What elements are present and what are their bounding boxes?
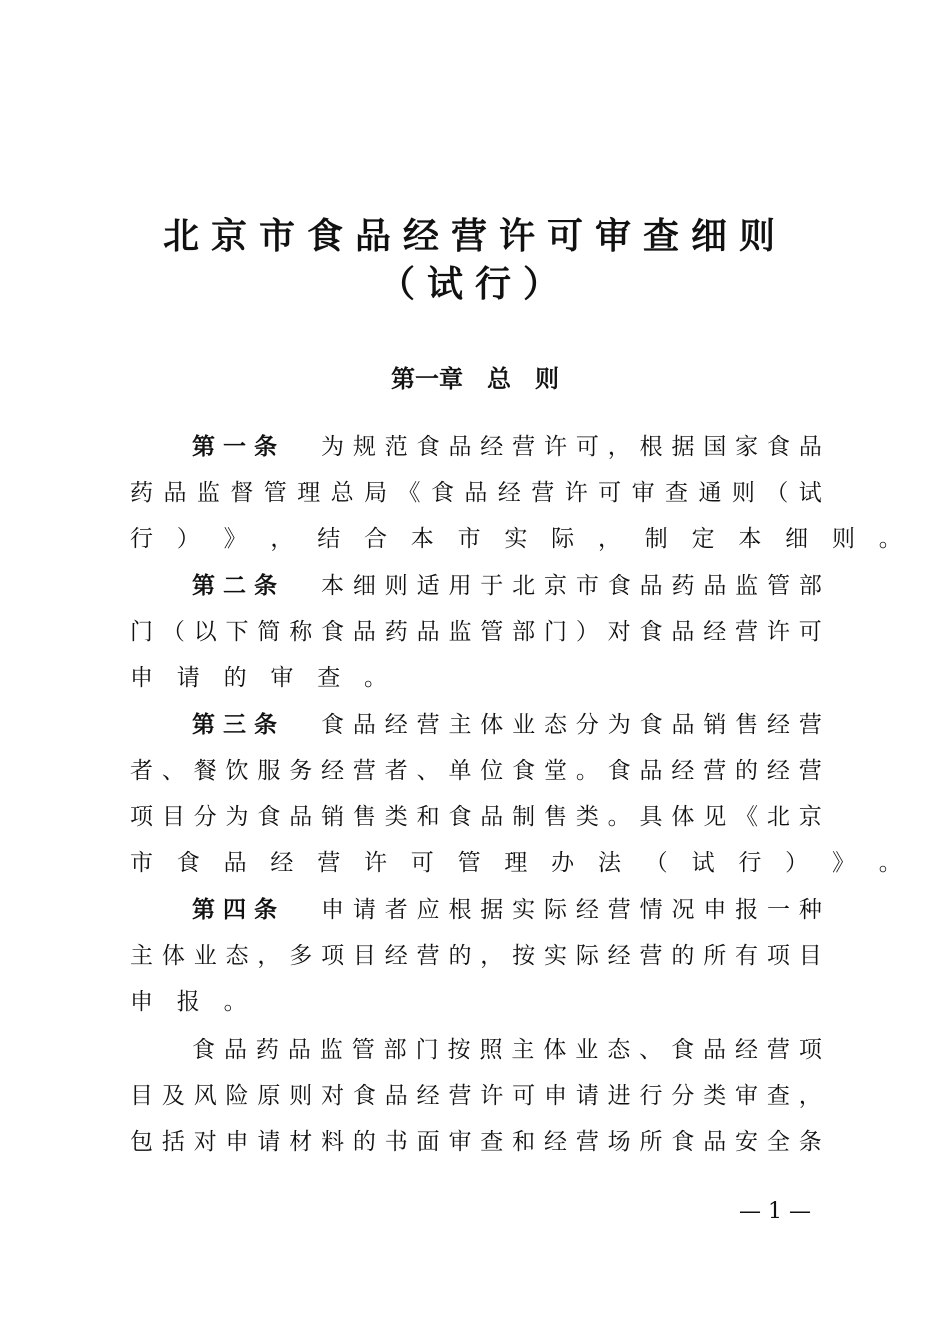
article-4-line-2 (130, 936, 822, 976)
article-text (321, 705, 822, 745)
paragraph-line-3 (130, 1122, 822, 1162)
article-text-content: 申 报 。 (130, 989, 247, 1015)
paragraph-text (192, 1030, 822, 1070)
article-text-content: 本 细 则 适 用 于 北 京 市 食 品 药 品 监 管 部 (321, 573, 822, 599)
paragraph-text-content: 食 品 药 品 监 管 部 门 按 照 主 体 业 态 、 食 品 经 营 项 (192, 1037, 822, 1063)
article-text-content: 者 、 餐 饮 服 务 经 营 者 、 单 位 食 堂 。 食 品 经 营 的 经 营 (130, 758, 822, 784)
article-4-line-1 (130, 890, 822, 930)
document-title: 北京市食品经营许可审查细则 (162, 216, 787, 257)
paragraph-text-content: 目 及 风 险 原 则 对 食 品 经 营 许 可 申 请 进 行 分 类 审 查 ， (130, 1083, 822, 1109)
article-2-line-1 (130, 566, 822, 606)
article-1-line-2 (130, 473, 822, 513)
document-subtitle: （试行） (378, 264, 571, 305)
article-2-line-3 (130, 658, 822, 698)
article-text-content: 行 ） 》 ， 结 合 本 市 实 际 ， 制 定 本 细 则 。 (130, 526, 902, 552)
article-3-line-1 (130, 705, 822, 745)
paragraph-text-content: 包 括 对 申 请 材 料 的 书 面 审 查 和 经 营 场 所 食 品 安 全 条 (130, 1129, 822, 1155)
article-text-content: 食 品 经 营 主 体 业 态 分 为 食 品 销 售 经 营 (321, 712, 822, 738)
article-text-content: 申 请 的 审 查 。 (130, 665, 387, 691)
article-1-line-1 (130, 427, 822, 467)
article-2-line-2 (130, 612, 822, 652)
article-3-line-2 (130, 751, 822, 791)
paragraph-line-1 (130, 1030, 822, 1070)
article-label: 第四条 (192, 897, 285, 923)
article-1-line-3 (130, 519, 902, 559)
article-text (321, 566, 822, 606)
article-text-content: 主 体 业 态 ， 多 项 目 经 营 的 ， 按 实 际 经 营 的 所 有 项 目 (130, 943, 822, 969)
article-3-line-4 (130, 843, 902, 883)
article-text (321, 890, 822, 930)
article-label: 第二条 (192, 573, 285, 599)
article-label: 第一条 (192, 434, 285, 460)
article-text-content: 门 （ 以 下 简 称 食 品 药 品 监 管 部 门 ） 对 食 品 经 营 许 可 (130, 619, 822, 645)
chapter-heading: 第一章 总 则 (391, 365, 559, 393)
article-text-content: 申 请 者 应 根 据 实 际 经 营 情 况 申 报 一 种 (321, 897, 822, 923)
article-3-line-3 (130, 797, 822, 837)
article-label: 第三条 (192, 712, 285, 738)
article-text-content: 药 品 监 督 管 理 总 局 《 食 品 经 营 许 可 审 查 通 则 （ 试 (130, 480, 822, 506)
article-4-line-3 (130, 982, 822, 1022)
paragraph-line-2 (130, 1076, 822, 1116)
article-text (321, 427, 822, 467)
article-text-content: 市 食 品 经 营 许 可 管 理 办 法 （ 试 行 ） 》 。 (130, 850, 902, 876)
article-text-content: 项 目 分 为 食 品 销 售 类 和 食 品 制 售 类 。 具 体 见 《 北 京 (130, 804, 822, 830)
article-text-content: 为 规 范 食 品 经 营 许 可 ， 根 据 国 家 食 品 (321, 434, 822, 460)
page-number: — 1 — (739, 1199, 811, 1224)
